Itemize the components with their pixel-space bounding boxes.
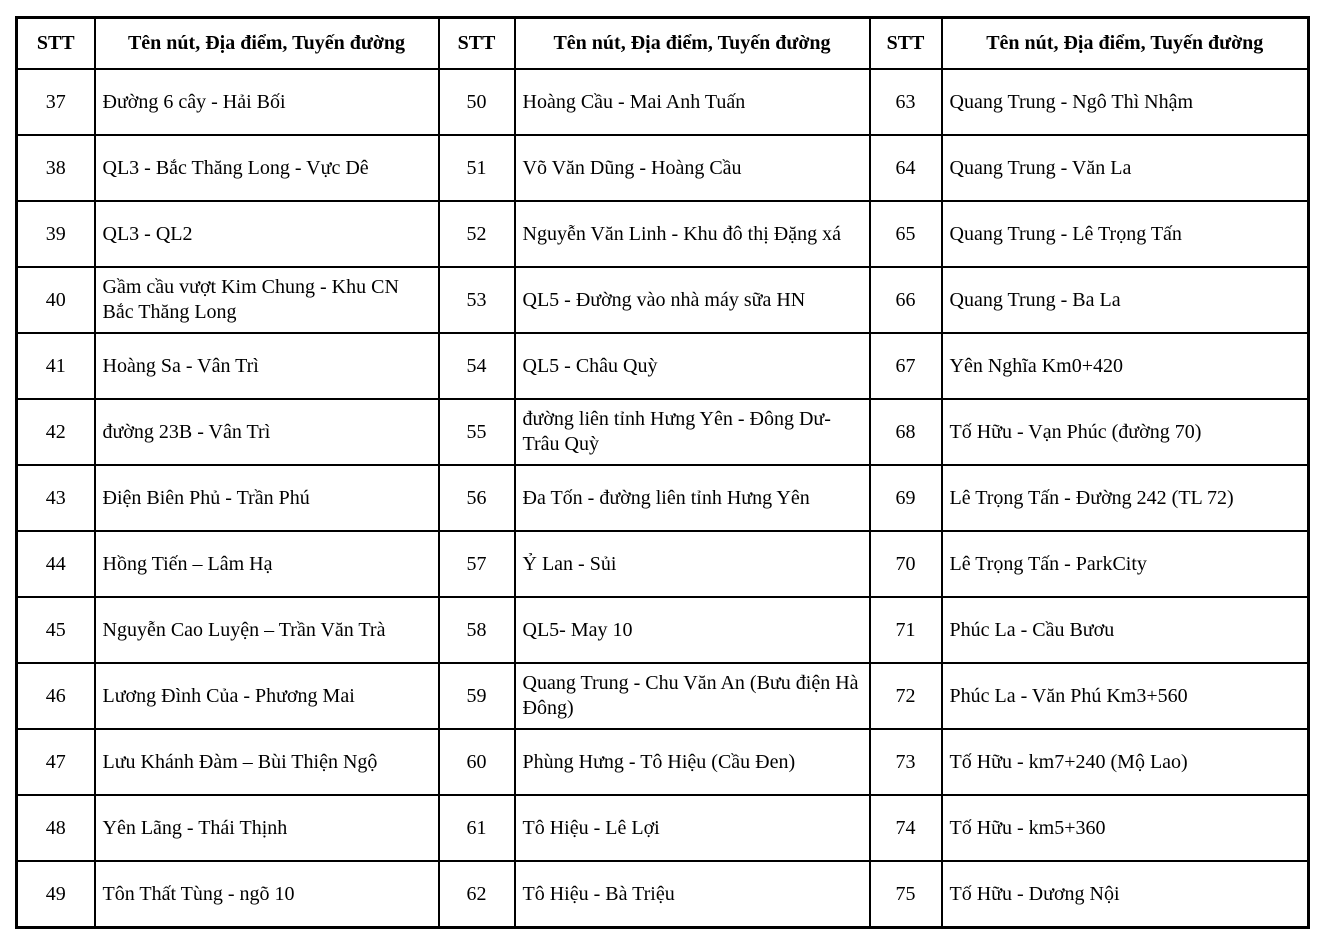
stt-cell: 43 bbox=[17, 465, 95, 531]
table-row bbox=[17, 201, 1309, 267]
name-cell: Tố Hữu - km5+360 bbox=[942, 795, 1309, 861]
name-cell: QL5- May 10 bbox=[515, 597, 870, 663]
name-cell: Lê Trọng Tấn - ParkCity bbox=[942, 531, 1309, 597]
stt-cell: 63 bbox=[870, 69, 942, 135]
stt-cell: 60 bbox=[439, 729, 515, 795]
stt-cell: 47 bbox=[17, 729, 95, 795]
stt-cell: 67 bbox=[870, 333, 942, 399]
stt-cell: 42 bbox=[17, 399, 95, 465]
table-row bbox=[17, 861, 1309, 928]
header-name-2: Tên nút, Địa điểm, Tuyến đường bbox=[515, 18, 870, 70]
stt-cell: 72 bbox=[870, 663, 942, 729]
name-cell: Lê Trọng Tấn - Đường 242 (TL 72) bbox=[942, 465, 1309, 531]
table-row bbox=[17, 795, 1309, 861]
header-row bbox=[17, 18, 1309, 70]
table-row bbox=[17, 729, 1309, 795]
table-row bbox=[17, 531, 1309, 597]
name-cell: Tô Hiệu - Bà Triệu bbox=[515, 861, 870, 928]
stt-cell: 44 bbox=[17, 531, 95, 597]
stt-cell: 48 bbox=[17, 795, 95, 861]
name-cell: Quang Trung - Văn La bbox=[942, 135, 1309, 201]
table-row bbox=[17, 333, 1309, 399]
stt-cell: 40 bbox=[17, 267, 95, 333]
name-cell: Điện Biên Phủ - Trần Phú bbox=[95, 465, 439, 531]
header-stt-1: STT bbox=[17, 18, 95, 70]
name-cell: Đa Tốn - đường liên tỉnh Hưng Yên bbox=[515, 465, 870, 531]
stt-cell: 57 bbox=[439, 531, 515, 597]
table-row bbox=[17, 69, 1309, 135]
stt-cell: 65 bbox=[870, 201, 942, 267]
header-stt-2: STT bbox=[439, 18, 515, 70]
intersection-list-table bbox=[15, 16, 1310, 929]
name-cell: đường liên tỉnh Hưng Yên - Đông Dư- Trâu Quỳ bbox=[515, 399, 870, 465]
name-cell: đường 23B - Vân Trì bbox=[95, 399, 439, 465]
stt-cell: 38 bbox=[17, 135, 95, 201]
table-row bbox=[17, 135, 1309, 201]
stt-cell: 37 bbox=[17, 69, 95, 135]
stt-cell: 50 bbox=[439, 69, 515, 135]
table-header bbox=[17, 18, 1309, 70]
stt-cell: 54 bbox=[439, 333, 515, 399]
name-cell: Quang Trung - Ngô Thì Nhậm bbox=[942, 69, 1309, 135]
header-stt-3: STT bbox=[870, 18, 942, 70]
table-row bbox=[17, 663, 1309, 729]
name-cell: Quang Trung - Chu Văn An (Bưu điện Hà Đông) bbox=[515, 663, 870, 729]
name-cell: Hoàng Cầu - Mai Anh Tuấn bbox=[515, 69, 870, 135]
name-cell: Ỷ Lan - Sủi bbox=[515, 531, 870, 597]
name-cell: Nguyễn Văn Linh - Khu đô thị Đặng xá bbox=[515, 201, 870, 267]
stt-cell: 56 bbox=[439, 465, 515, 531]
name-cell: Yên Nghĩa Km0+420 bbox=[942, 333, 1309, 399]
stt-cell: 73 bbox=[870, 729, 942, 795]
stt-cell: 51 bbox=[439, 135, 515, 201]
name-cell: QL5 - Đường vào nhà máy sữa HN bbox=[515, 267, 870, 333]
name-cell: Tố Hữu - Dương Nội bbox=[942, 861, 1309, 928]
name-cell: Tô Hiệu - Lê Lợi bbox=[515, 795, 870, 861]
name-cell: Nguyễn Cao Luyện – Trần Văn Trà bbox=[95, 597, 439, 663]
stt-cell: 69 bbox=[870, 465, 942, 531]
stt-cell: 46 bbox=[17, 663, 95, 729]
stt-cell: 70 bbox=[870, 531, 942, 597]
name-cell: Lưu Khánh Đàm – Bùi Thiện Ngộ bbox=[95, 729, 439, 795]
stt-cell: 53 bbox=[439, 267, 515, 333]
table-row bbox=[17, 465, 1309, 531]
name-cell: QL3 - QL2 bbox=[95, 201, 439, 267]
header-name-3: Tên nút, Địa điểm, Tuyến đường bbox=[942, 18, 1309, 70]
name-cell: Phúc La - Văn Phú Km3+560 bbox=[942, 663, 1309, 729]
name-cell: Phùng Hưng - Tô Hiệu (Cầu Đen) bbox=[515, 729, 870, 795]
name-cell: Quang Trung - Ba La bbox=[942, 267, 1309, 333]
table-row bbox=[17, 267, 1309, 333]
stt-cell: 45 bbox=[17, 597, 95, 663]
name-cell: Hoàng Sa - Vân Trì bbox=[95, 333, 439, 399]
name-cell: Quang Trung - Lê Trọng Tấn bbox=[942, 201, 1309, 267]
name-cell: Võ Văn Dũng - Hoàng Cầu bbox=[515, 135, 870, 201]
name-cell: Đường 6 cây - Hải Bối bbox=[95, 69, 439, 135]
stt-cell: 75 bbox=[870, 861, 942, 928]
stt-cell: 52 bbox=[439, 201, 515, 267]
name-cell: QL3 - Bắc Thăng Long - Vực Dê bbox=[95, 135, 439, 201]
name-cell: Lương Đình Của - Phương Mai bbox=[95, 663, 439, 729]
stt-cell: 66 bbox=[870, 267, 942, 333]
stt-cell: 58 bbox=[439, 597, 515, 663]
stt-cell: 62 bbox=[439, 861, 515, 928]
name-cell: Hồng Tiến – Lâm Hạ bbox=[95, 531, 439, 597]
stt-cell: 41 bbox=[17, 333, 95, 399]
stt-cell: 68 bbox=[870, 399, 942, 465]
stt-cell: 74 bbox=[870, 795, 942, 861]
name-cell: QL5 - Châu Quỳ bbox=[515, 333, 870, 399]
name-cell: Gầm cầu vượt Kim Chung - Khu CN Bắc Thăng Long bbox=[95, 267, 439, 333]
stt-cell: 39 bbox=[17, 201, 95, 267]
name-cell: Phúc La - Cầu Bươu bbox=[942, 597, 1309, 663]
stt-cell: 49 bbox=[17, 861, 95, 928]
name-cell: Tố Hữu - Vạn Phúc (đường 70) bbox=[942, 399, 1309, 465]
name-cell: Yên Lãng - Thái Thịnh bbox=[95, 795, 439, 861]
name-cell: Tố Hữu - km7+240 (Mộ Lao) bbox=[942, 729, 1309, 795]
name-cell: Tôn Thất Tùng - ngõ 10 bbox=[95, 861, 439, 928]
stt-cell: 61 bbox=[439, 795, 515, 861]
table-row bbox=[17, 597, 1309, 663]
stt-cell: 59 bbox=[439, 663, 515, 729]
stt-cell: 64 bbox=[870, 135, 942, 201]
stt-cell: 71 bbox=[870, 597, 942, 663]
stt-cell: 55 bbox=[439, 399, 515, 465]
table-row bbox=[17, 399, 1309, 465]
table-body bbox=[17, 69, 1309, 928]
header-name-1: Tên nút, Địa điểm, Tuyến đường bbox=[95, 18, 439, 70]
